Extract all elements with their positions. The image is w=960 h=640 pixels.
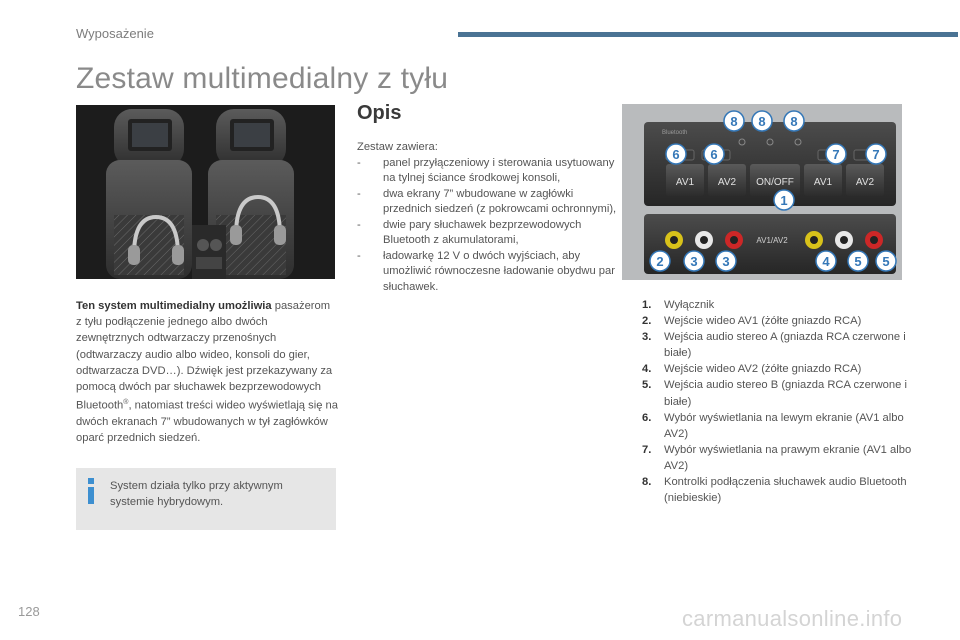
- legend-text: Wejścia audio stereo A (gniazda RCA czerwone i białe): [664, 331, 906, 360]
- legend-item: [642, 297, 912, 313]
- callout-4: 4: [822, 254, 830, 269]
- btn-av2-right: AV2: [855, 177, 875, 188]
- legend-text: Kontrolki podłączenia słuchawek audio Bluetooth (niebieskie): [664, 476, 907, 505]
- list-item: - dwie pary słuchawek bezprzewodowych Bluetooth z akumulatorami,: [357, 218, 582, 246]
- legend-item: [642, 313, 912, 329]
- header-accent-bar: [458, 32, 958, 37]
- list-item: - ładowarkę 12 V o dwóch wyjściach, aby umożliwić równoczesne ładowanie obydwu par słuchawek.: [357, 249, 615, 293]
- info-box: [76, 468, 336, 530]
- list-item-text: panel przyłączeniowy i sterowania usytuowany na tylnej ściance środkowej konsoli,: [383, 156, 615, 184]
- callout-6a: 6: [672, 147, 680, 162]
- list-item: - dwa ekrany 7” wbudowane w zagłówki przednich siedzeń (z pokrowcami ochronnymi),: [357, 187, 617, 215]
- control-panel-photo: [622, 104, 902, 280]
- legend-list: [642, 297, 912, 506]
- legend-text: Wybór wyświetlania na lewym ekranie (AV1 albo AV2): [664, 411, 904, 440]
- callout-5b: 5: [882, 254, 890, 269]
- legend-num: 7.: [642, 443, 652, 456]
- list-item-text: ładowarkę 12 V o dwóch wyjściach, aby umożliwić równoczesne ładowanie obydwu par słuchawek.: [383, 249, 615, 293]
- intro-body: pasażerom z tyłu podłączenie jednego albo dwóch zewnętrznych odtwarzaczy przenośnych (odtwarzaczy audio albo wideo, konsoli do gier, odtwarzacza DVD…). Dźwięk jest przekazywany za pomocą dwóch par słuchawek bezprzewodowych Bluetooth: [76, 300, 333, 412]
- btn-av2-left: AV2: [717, 177, 737, 188]
- opis-intro: Zestaw zawiera:: [357, 141, 438, 153]
- intro-body-cont: , natomiast treści wideo wyświetlają się na dwóch ekranach 7” wbudowanych w tył zagłówków oparć przednich siedzeń.: [76, 399, 338, 445]
- opis-body: [357, 140, 621, 295]
- watermark: carmanualsonline.info: [682, 606, 903, 631]
- legend-text: Wejścia audio stereo B (gniazda RCA czerwone i białe): [664, 379, 907, 408]
- callout-3a: 3: [690, 254, 698, 269]
- legend-text: Wybór wyświetlania na prawym ekranie (AV1 albo AV2): [664, 443, 912, 472]
- legend-num: 4.: [642, 363, 652, 376]
- callout-6b: 6: [710, 147, 718, 162]
- callout-8c: 8: [790, 114, 798, 129]
- registered-mark: ®: [123, 399, 129, 407]
- callout-3b: 3: [722, 254, 730, 269]
- info-text: System działa tylko przy aktywnym systemie hybrydowym.: [110, 480, 283, 508]
- intro-bold: Ten system multimedialny umożliwia: [76, 300, 272, 312]
- legend-text: Wejście wideo AV1 (żółte gniazdo RCA): [664, 315, 862, 328]
- callout-1: 1: [780, 193, 788, 208]
- legend-item: [642, 329, 912, 361]
- legend-text: Wejście wideo AV2 (żółte gniazdo RCA): [664, 363, 862, 376]
- legend-num: 5.: [642, 379, 652, 392]
- page-number: 128: [18, 604, 40, 619]
- av1-av2-label: AV1/AV2: [756, 236, 788, 245]
- legend-item: [642, 474, 912, 506]
- bluetooth-label: Bluetooth: [662, 130, 688, 136]
- legend-item: [642, 442, 912, 474]
- btn-av1-right: AV1: [813, 177, 833, 188]
- page-title: Zestaw multimedialny z tyłu: [76, 62, 449, 95]
- legend-item: [642, 377, 912, 409]
- legend-num: 1.: [642, 299, 652, 311]
- list-item-text: dwa ekrany 7” wbudowane w zagłówki przednich siedzeń (z pokrowcami ochronnymi),: [383, 187, 617, 215]
- callout-8b: 8: [758, 114, 766, 129]
- callout-7a: 7: [832, 147, 840, 162]
- legend-num: 6.: [642, 411, 652, 424]
- opis-title: Opis: [357, 102, 402, 124]
- legend-item: [642, 361, 912, 377]
- intro-text: [76, 298, 338, 447]
- legend-num: 2.: [642, 315, 652, 328]
- legend-num: 3.: [642, 331, 652, 344]
- list-item-text: dwie pary słuchawek bezprzewodowych Bluetooth z akumulatorami,: [383, 218, 582, 246]
- callout-8a: 8: [730, 114, 738, 129]
- legend-num: 8.: [642, 476, 652, 489]
- callout-7b: 7: [872, 147, 880, 162]
- btn-on-off: ON/OFF: [756, 177, 794, 188]
- callout-2: 2: [656, 254, 664, 269]
- legend-text: Wyłącznik: [664, 299, 715, 311]
- rear-seat-photo: [76, 105, 335, 279]
- btn-av1-left: AV1: [675, 177, 695, 188]
- list-item: - panel przyłączeniowy i sterowania usytuowany na tylnej ściance środkowej konsoli,: [357, 156, 615, 184]
- info-icon: [84, 478, 98, 504]
- callout-5a: 5: [854, 254, 862, 269]
- legend-item: [642, 410, 912, 442]
- section-label: Wyposażenie: [76, 26, 154, 41]
